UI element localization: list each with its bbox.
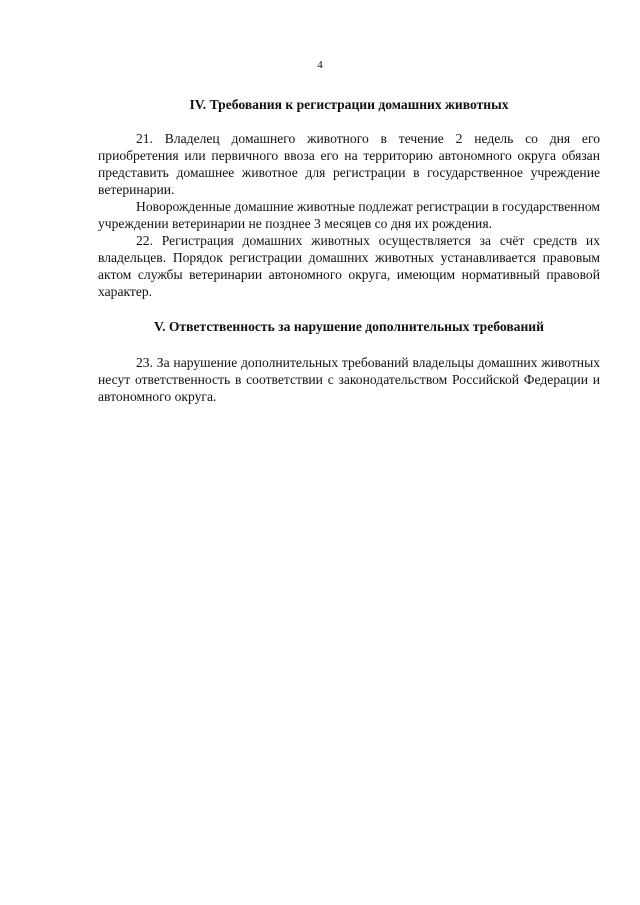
section-iv bbox=[98, 96, 600, 300]
paragraph-22: 22. Регистрация домашних животных осуществляется за счёт средств их владельцев. Порядок регистрации домашних животных устанавливается правовым актом службы ветеринарии автономного округа, имеющим нормативный правовой характер. bbox=[98, 233, 600, 299]
paragraph-23: 23. За нарушение дополнительных требований владельцы домашних животных несут ответственность в соответствии с законодательством Российской Федерации и автономного округа. bbox=[98, 355, 600, 404]
section-v bbox=[98, 318, 600, 405]
section-heading-v: V. Ответственность за нарушение дополнительных требований bbox=[154, 319, 544, 334]
document-body bbox=[98, 94, 600, 405]
paragraph-newborn: Новорожденные домашние животные подлежат регистрации в государственном учреждении ветеринарии не позднее 3 месяцев со дня их рождения. bbox=[98, 199, 600, 231]
section-heading-iv: IV. Требования к регистрации домашних животных bbox=[189, 97, 509, 112]
paragraph-21: 21. Владелец домашнего животного в течение 2 недель со дня его приобретения или первичного ввоза его на территорию автономного округа обязан представить домашнее животное для регистрации в государственное учреждение ветеринарии. bbox=[98, 131, 600, 197]
page-number: 4 bbox=[317, 59, 323, 71]
